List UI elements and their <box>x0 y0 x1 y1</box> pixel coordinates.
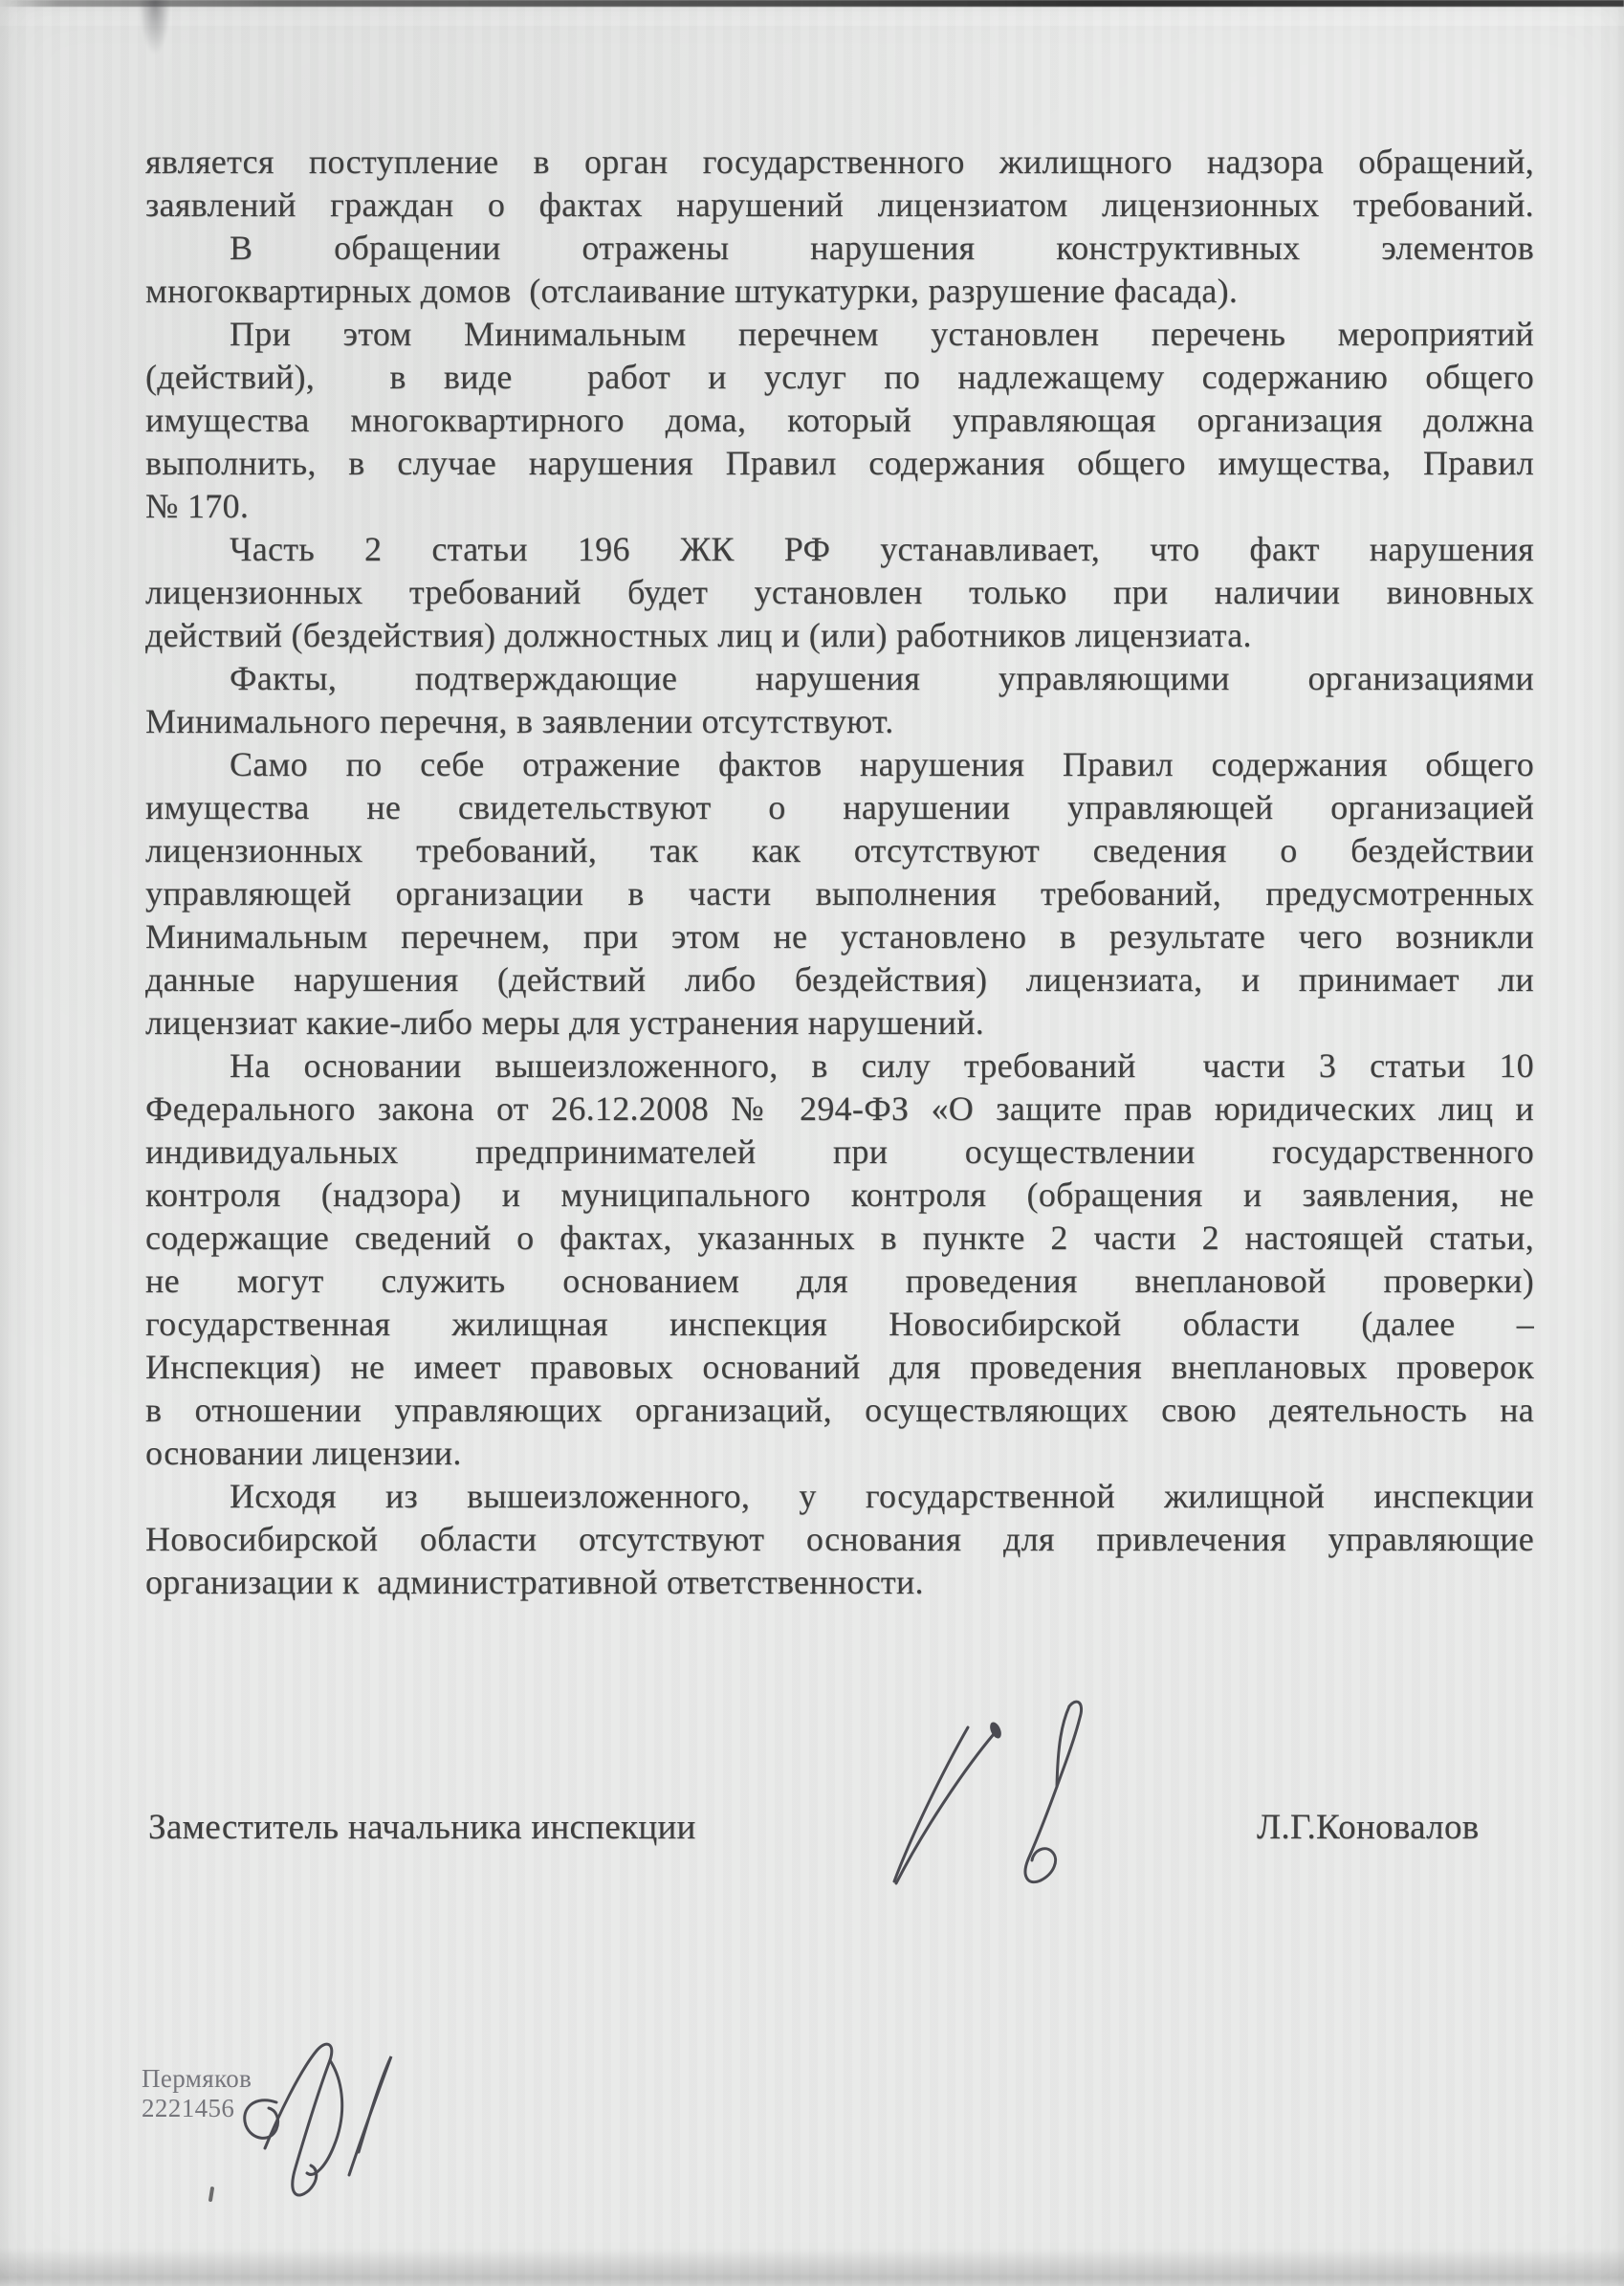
text-line: имущества многоквартирного дома, который управляющая организация должна <box>145 401 1534 439</box>
text-line: При этом Минимальным перечнем установлен перечень мероприятий <box>230 315 1534 353</box>
text-line: является поступление в орган государственного жилищного надзора обращений, <box>145 143 1534 181</box>
text-line: Минимального перечня, в заявлении отсутствуют. <box>145 702 894 740</box>
text-line: действий (бездействия) должностных лиц и (или) работников лицензиата. <box>145 616 1252 654</box>
text-line: содержащие сведений о фактах, указанных в пункте 2 части 2 настоящей статьи, <box>145 1219 1534 1257</box>
text-line: Факты, подтверждающие нарушения управляющими организациями <box>230 659 1534 697</box>
scan-left-smudge-artifact <box>140 0 170 54</box>
text-line: в отношении управляющих организаций, осуществляющих свою деятельность на <box>145 1391 1534 1429</box>
text-line: (действий), в виде работ и услуг по надлежащему содержанию общего <box>145 358 1534 396</box>
scan-top-edge-artifact <box>0 0 1624 7</box>
text-line: выполнить, в случае нарушения Правил содержания общего имущества, Правил <box>145 444 1534 482</box>
scan-bottom-edge-artifact <box>0 2248 1624 2286</box>
handwritten-signature-icon <box>872 1699 1169 1901</box>
text-line: лицензионных требований будет установлен только при наличии виновных <box>145 573 1534 611</box>
text-line: Минимальным перечнем, при этом не установлено в результате чего возникли <box>145 917 1534 956</box>
executor-initials-signature-icon <box>215 2035 411 2209</box>
text-line: В обращении отражены нарушения конструктивных элементов <box>230 229 1534 267</box>
text-line: На основании вышеизложенного, в силу требований части 3 статьи 10 <box>230 1046 1534 1085</box>
text-line: Новосибирской области отсутствуют основания для привлечения управляющие <box>145 1520 1534 1558</box>
scan-top-bright-strip <box>0 7 1624 26</box>
text-line: заявлений граждан о фактах нарушений лицензиатом лицензионных требований. <box>145 186 1534 224</box>
text-line: лицензиат какие-либо меры для устранения нарушений. <box>145 1003 985 1042</box>
signatory-title: Заместитель начальника инспекции <box>148 1808 696 1847</box>
text-line: многоквартирных домов (отслаивание штукатурки, разрушение фасада). <box>145 272 1239 310</box>
executor-phone: 2221456 <box>142 2094 235 2122</box>
text-line: лицензионных требований, так как отсутствуют сведения о бездействии <box>145 831 1534 869</box>
text-line: управляющей организации в части выполнения требований, предусмотренных <box>145 874 1534 912</box>
text-line: организации к административной ответственности. <box>145 1563 924 1601</box>
executor-name: Пермяков <box>142 2064 252 2093</box>
text-line: № 170. <box>145 487 250 525</box>
text-line: Часть 2 статьи 196 ЖК РФ устанавливает, что факт нарушения <box>230 530 1534 568</box>
text-line: Исходя из вышеизложенного, у государственной жилищной инспекции <box>230 1477 1534 1515</box>
text-line: индивидуальных предпринимателей при осуществлении государственного <box>145 1132 1534 1171</box>
signatory-name: Л.Г.Коновалов <box>1257 1808 1480 1847</box>
text-line: основании лицензии. <box>145 1434 462 1472</box>
text-line: контроля (надзора) и муниципального контроля (обращения и заявления, не <box>145 1176 1534 1214</box>
text-line: не могут служить основанием для проведения внеплановой проверки) <box>145 1262 1534 1300</box>
document-lines <box>145 141 1534 1604</box>
text-line: имущества не свидетельствуют о нарушении управляющей организацией <box>145 788 1534 826</box>
scan-mark-artifact <box>208 2187 214 2202</box>
text-line: государственная жилищная инспекция Новосибирской области (далее – <box>145 1305 1534 1343</box>
text-line: Само по себе отражение фактов нарушения Правил содержания общего <box>230 745 1534 783</box>
text-line: данные нарушения (действий либо бездействия) лицензиата, и принимает ли <box>145 960 1534 999</box>
text-line: Федерального закона от 26.12.2008 № 294-ФЗ «О защите прав юридических лиц и <box>145 1089 1534 1128</box>
text-line: Инспекция) не имеет правовых оснований для проведения внеплановых проверок <box>145 1348 1534 1386</box>
